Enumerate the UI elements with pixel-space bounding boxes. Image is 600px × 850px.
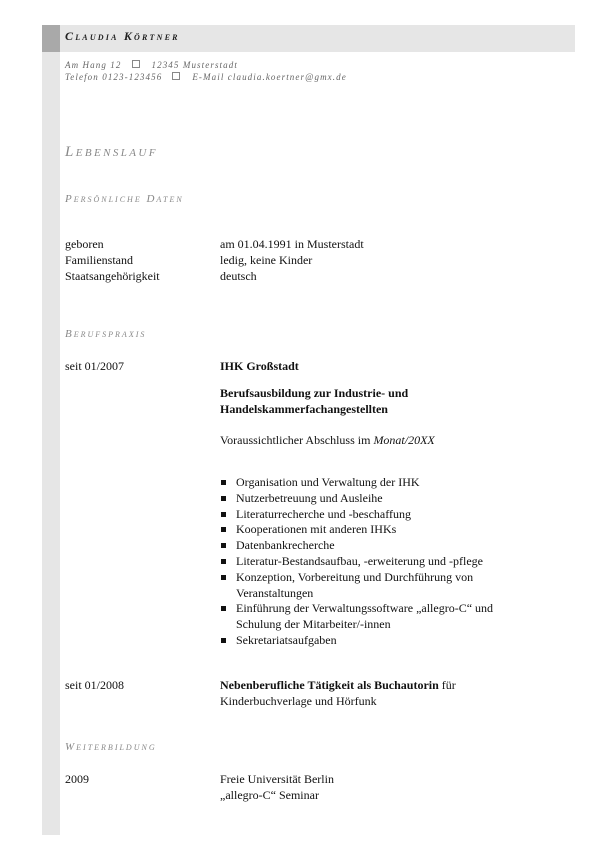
- list-item: Konzeption, Vorbereitung und Durchführung von Veranstaltungen: [220, 570, 493, 602]
- section-personal-heading: Persönliche Daten: [65, 193, 184, 205]
- job1-position-line2: Handelskammerfachangestellten: [220, 402, 388, 416]
- education-institution: Freie Universität Berlin: [220, 772, 334, 786]
- job2-title-suffix: für: [438, 678, 456, 692]
- list-item: Nutzerbetreuung und Ausleihe: [220, 491, 493, 507]
- city: 12345 Musterstadt: [151, 60, 238, 70]
- personal-label-nationality: Staatsangehörigkeit: [65, 269, 160, 283]
- section-education-heading: Weiterbildung: [65, 741, 157, 753]
- list-item: Einführung der Verwaltungssoftware „allegro-C“ und Schulung der Mitarbeiter/-innen: [220, 601, 493, 633]
- personal-value-nationality: deutsch: [220, 269, 257, 283]
- education-course: „allegro-C“ Seminar: [220, 788, 319, 802]
- contact-phone-email: [65, 72, 347, 82]
- street-address: Am Hang 12: [65, 60, 122, 70]
- job2-description: Kinderbuchverlage und Hörfunk: [220, 694, 377, 708]
- job2-date: seit 01/2008: [65, 678, 124, 692]
- list-item: Literaturrecherche und -beschaffung: [220, 507, 493, 523]
- personal-label-born: geboren: [65, 237, 104, 251]
- list-item: Datenbankrecherche: [220, 538, 493, 554]
- job1-employer: IHK Großstadt: [220, 359, 299, 373]
- job1-position-line1: Berufsausbildung zur Industrie- und: [220, 386, 409, 400]
- phone: Telefon 0123-123456: [65, 72, 163, 82]
- personal-label-marital: Familienstand: [65, 253, 133, 267]
- job1-completion-date: Monat/20XX: [373, 433, 435, 447]
- job1-task-list: [220, 475, 493, 649]
- job2-title-line: [220, 677, 456, 693]
- job1-date: seit 01/2007: [65, 359, 124, 373]
- job2-title: Nebenberufliche Tätigkeit als Buchautorin: [220, 678, 439, 692]
- contact-address: [65, 60, 238, 70]
- job1-completion-prefix: Voraussichtlicher Abschluss im: [220, 433, 374, 447]
- separator-icon: [132, 60, 140, 68]
- list-item: Kooperationen mit anderen IHKs: [220, 522, 493, 538]
- list-item: Organisation und Verwaltung der IHK: [220, 475, 493, 491]
- personal-value-marital: ledig, keine Kinder: [220, 253, 313, 267]
- separator-icon: [172, 72, 180, 80]
- personal-value-born: am 01.04.1991 in Musterstadt: [220, 237, 364, 251]
- list-item: Sekretariatsaufgaben: [220, 633, 493, 649]
- header-accent: [42, 25, 60, 52]
- education-year: 2009: [65, 772, 89, 786]
- job1-completion: [220, 432, 435, 448]
- left-margin-bar: [42, 25, 60, 835]
- list-item: Literatur-Bestandsaufbau, -erweiterung und -pflege: [220, 554, 493, 570]
- email: E-Mail claudia.koertner@gmx.de: [192, 72, 347, 82]
- cv-title: Lebenslauf: [65, 144, 158, 160]
- section-experience-heading: Berufspraxis: [65, 328, 147, 340]
- applicant-name: Claudia Körtner: [65, 29, 180, 43]
